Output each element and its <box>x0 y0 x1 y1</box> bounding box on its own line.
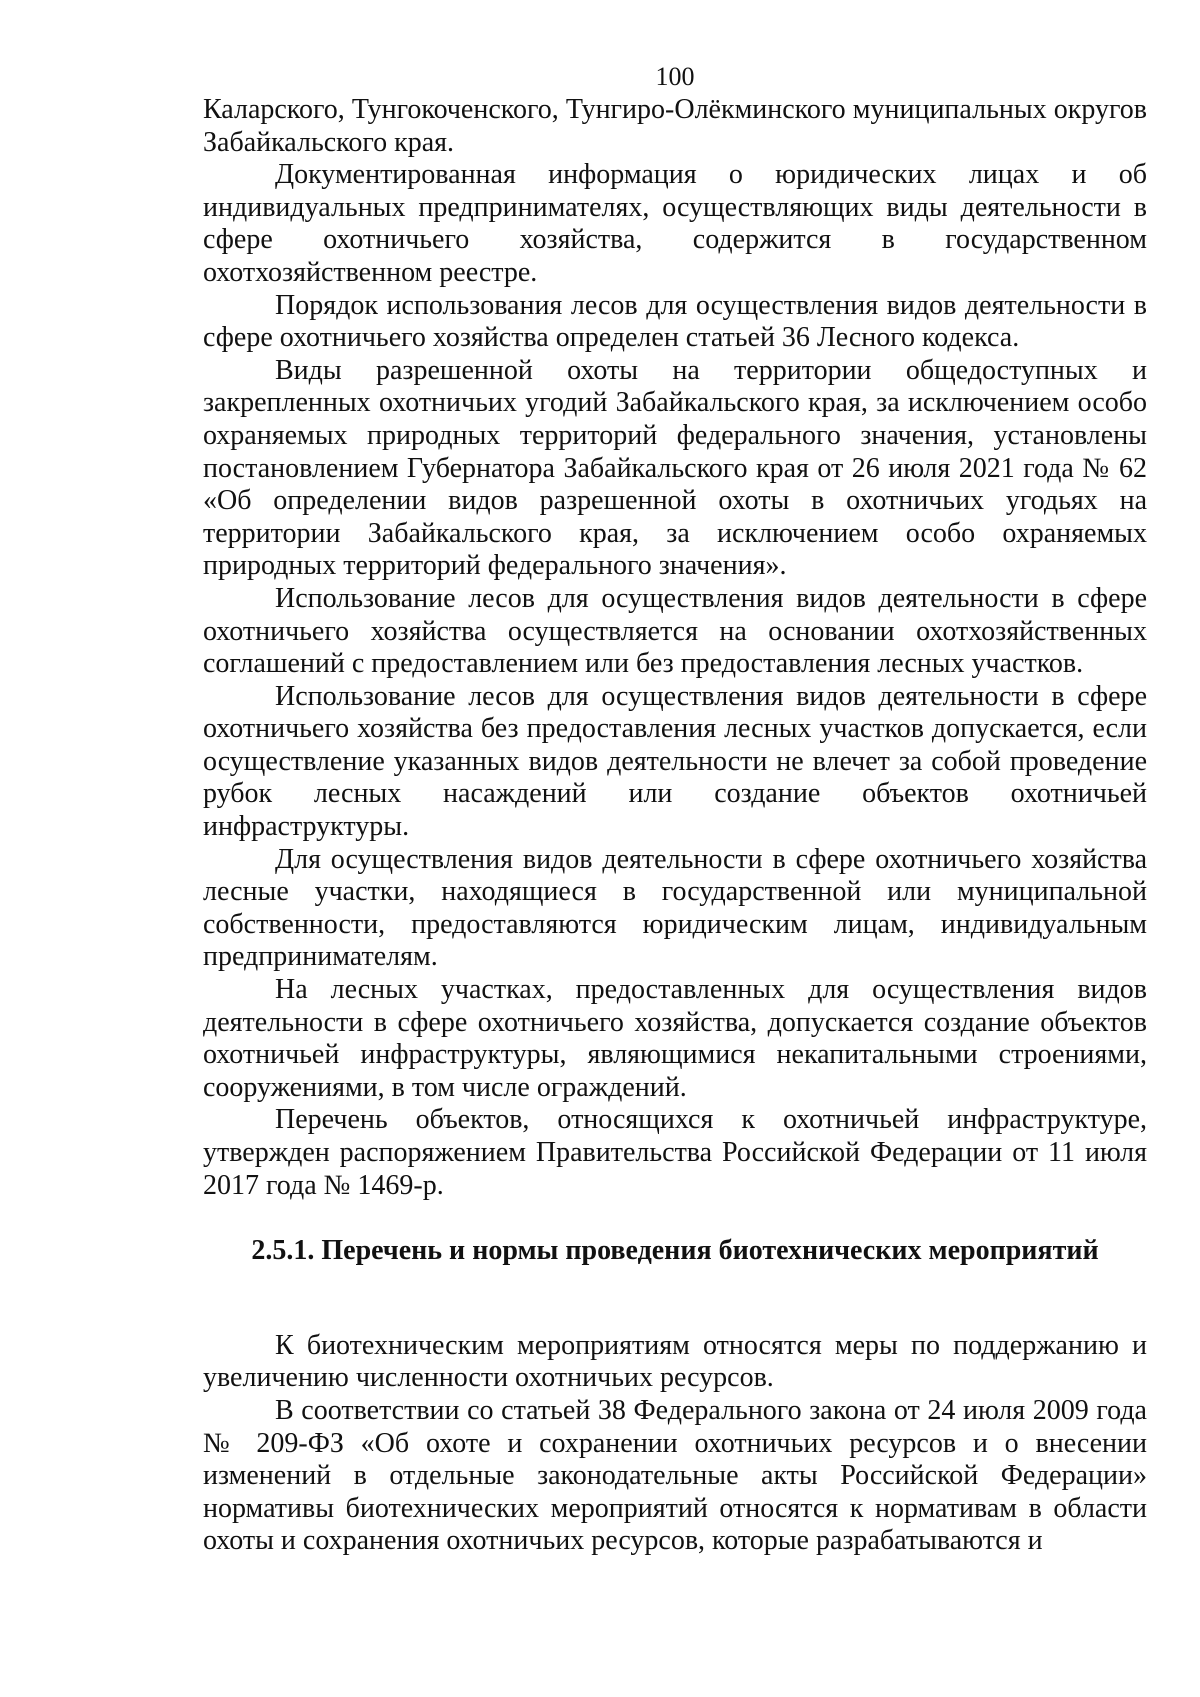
paragraph-lesnye-uchastki: Для осуществления видов деятельности в сфере охотничьего хозяйства лесные участки, находящиеся в государственной или муниципальной собственности, предоставляются юридическим лицам, индивидуальным предпринимателям. <box>203 843 1147 973</box>
paragraph-poryadok: Порядок использования лесов для осуществления видов деятельности в сфере охотничьего хозяйства определен статьей 36 Лесного кодекса. <box>203 289 1147 354</box>
paragraph-ispolzovanie-2: Использование лесов для осуществления видов деятельности в сфере охотничьего хозяйства без предоставления лесных участков допускается, если осуществление указанных видов деятельности не влечет за собой проведение рубок лесных насаждений или создание объектов охотничьей инфраструктуры. <box>203 680 1147 843</box>
page-number: 100 <box>655 62 695 91</box>
paragraph-biotekhnicheskie: К биотехническим мероприятиям относятся меры по поддержанию и увеличению численности охотничьих ресурсов. <box>203 1329 1147 1394</box>
paragraph-continuation: Каларского, Тунгокоченского, Тунгиро-Олёкминского муниципальных округов Забайкальского края. <box>203 94 1147 158</box>
paragraph-reestr: Документированная информация о юридических лицах и об индивидуальных предпринимателях, осуществляющих виды деятельности в сфере охотничьего хозяйства, содержится в государственном охотхозяйственном реестре. <box>203 159 1147 288</box>
paragraph-infrastruktura: На лесных участках, предоставленных для осуществления видов деятельности в сфере охотничьего хозяйства, допускается создание объектов охотничьей инфраструктуры, являющимися некапитальными строениями, сооружениями, в том числе ограждений. <box>203 974 1147 1103</box>
paragraph-ispolzovanie-1: Использование лесов для осуществления видов деятельности в сфере охотничьего хозяйства осуществляется на основании охотхозяйственных соглашений с предоставлением или без предоставления лесных участков. <box>203 582 1147 680</box>
paragraph-vidy-okhoty: Виды разрешенной охоты на территории общедоступных и закрепленных охотничьих угодий Забайкальского края, за исключением особо охраняемых природных территорий федерального значения, установлены постановлением Губернатора Забайкальского края от 26 июля 2021 года № 62 «Об определении видов разрешенной охоты в охотничьих угодьях на территории Забайкальского края, за исключением особо охраняемых природных территорий федерального значения». <box>203 354 1147 582</box>
paragraph-perechen: Перечень объектов, относящихся к охотничьей инфраструктуре, утвержден распоряжением Правительства Российской Федерации от 11 июля 2017 года № 1469-р. <box>203 1104 1147 1201</box>
section-heading: 2.5.1. Перечень и нормы проведения биотехнических мероприятий <box>251 1235 1099 1267</box>
document-page <box>203 62 1147 1558</box>
paragraph-zakon: В соответствии со статьей 38 Федерального закона от 24 июля 2009 года № 209-ФЗ «Об охоте и сохранении охотничьих ресурсов и о внесении изменений в отдельные законодательные акты Российской Федерации» нормативы биотехнических мероприятий относятся к нормативам в области охоты и сохранения охотничьих ресурсов, которые разрабатываются и <box>203 1394 1147 1557</box>
